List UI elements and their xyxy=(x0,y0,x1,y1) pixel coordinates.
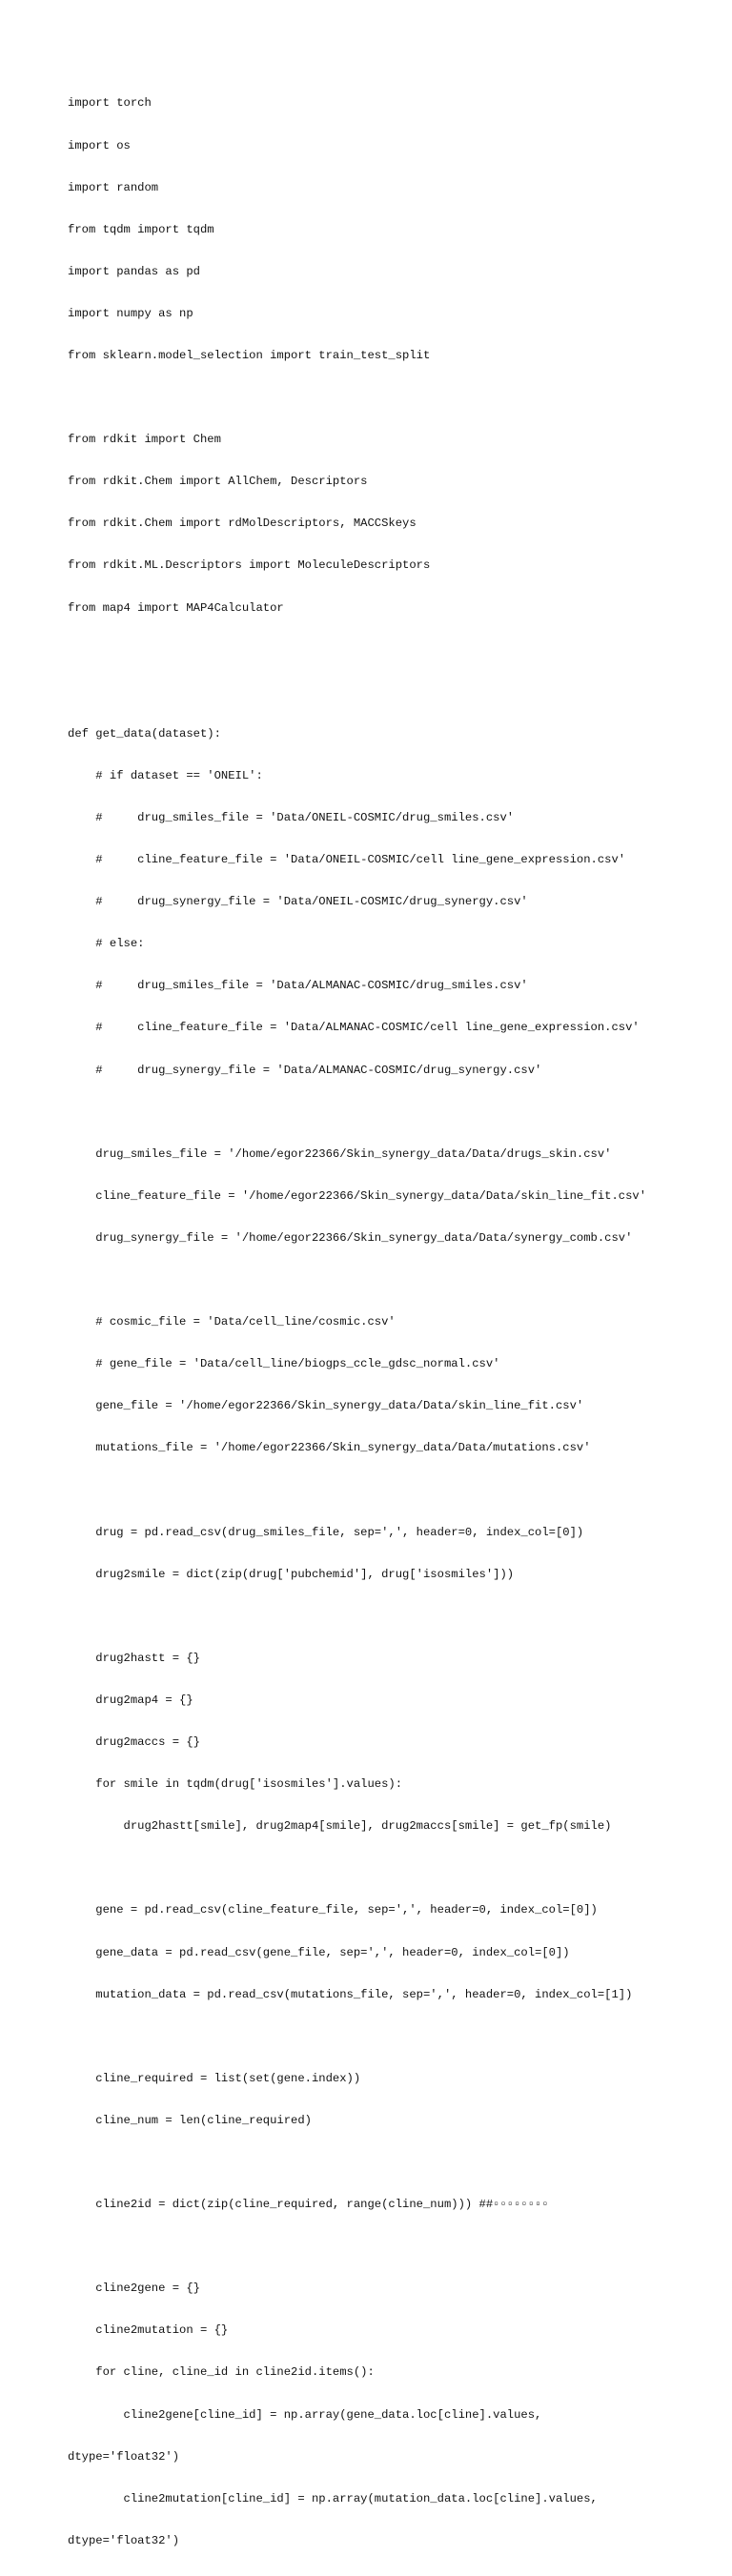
blank-line xyxy=(68,1484,725,1498)
code-line: dtype='float32') xyxy=(68,2533,180,2547)
code-line: gene = pd.read_csv(cline_feature_file, sep=',', header=0, index_col=[0]) xyxy=(68,1903,598,1917)
blank-line xyxy=(68,685,725,700)
blank-line xyxy=(68,2030,725,2044)
blank-line xyxy=(68,1861,725,1876)
code-line: import os xyxy=(68,138,131,152)
code-line: from rdkit.ML.Descriptors import MoleculeDescriptors xyxy=(68,558,431,573)
code-line: cline_required = list(set(gene.index)) xyxy=(68,2071,361,2085)
code-line: cline2mutation[cline_id] = np.array(mutation_data.loc[cline].values, xyxy=(68,2491,598,2505)
code-line: cline2gene[cline_id] = np.array(gene_data.loc[cline].values, xyxy=(68,2407,542,2422)
code-line: gene_file = '/home/egor22366/Skin_synergy_data/Data/skin_line_fit.csv' xyxy=(68,1399,584,1413)
code-line: from map4 import MAP4Calculator xyxy=(68,600,284,615)
comment-line: # if dataset == 'ONEIL': xyxy=(68,768,263,782)
blank-line xyxy=(68,391,725,405)
code-line: import torch xyxy=(68,96,152,111)
comment-line: # drug_synergy_file = 'Data/ONEIL-COSMIC/drug_synergy.csv' xyxy=(68,895,528,909)
blank-line xyxy=(68,2156,725,2170)
blank-line xyxy=(68,1610,725,1624)
comment-line: # drug_smiles_file = 'Data/ALMANAC-COSMIC/drug_smiles.csv' xyxy=(68,979,528,993)
code-line: from sklearn.model_selection import train_test_split xyxy=(68,348,431,362)
comment-line: # drug_smiles_file = 'Data/ONEIL-COSMIC/drug_smiles.csv' xyxy=(68,811,515,824)
code-line: from rdkit.Chem import AllChem, Descriptors xyxy=(68,475,368,489)
comment-line: # drug_synergy_file = 'Data/ALMANAC-COSMIC/drug_synergy.csv' xyxy=(68,1063,542,1077)
code-block xyxy=(68,69,725,2576)
comment-line: # cline_feature_file = 'Data/ALMANAC-COSMIC/cell line_gene_expression.csv' xyxy=(68,1021,640,1035)
code-line: gene_data = pd.read_csv(gene_file, sep=',', header=0, index_col=[0]) xyxy=(68,1945,570,1959)
code-line: drug_smiles_file = '/home/egor22366/Skin_synergy_data/Data/drugs_skin.csv' xyxy=(68,1146,612,1161)
code-line: import random xyxy=(68,180,159,194)
code-line: drug2maccs = {} xyxy=(68,1735,200,1750)
comment-line: # cosmic_file = 'Data/cell_line/cosmic.csv' xyxy=(68,1315,396,1329)
blank-line xyxy=(68,1273,725,1288)
code-line: for cline, cline_id in cline2id.items(): xyxy=(68,2365,375,2380)
code-line: for smile in tqdm(drug['isosmiles'].values): xyxy=(68,1777,403,1792)
code-line: def get_data(dataset): xyxy=(68,726,221,740)
code-line: from rdkit import Chem xyxy=(68,433,221,447)
code-line: import pandas as pd xyxy=(68,264,200,278)
blank-line xyxy=(68,643,725,658)
code-line: drug2hastt = {} xyxy=(68,1651,200,1665)
blank-line xyxy=(68,1105,725,1120)
code-line: from rdkit.Chem import rdMolDescriptors, MACCSkeys xyxy=(68,517,417,531)
code-line: cline2mutation = {} xyxy=(68,2323,229,2338)
code-line: mutation_data = pd.read_csv(mutations_file, sep=',', header=0, index_col=[1]) xyxy=(68,1987,633,2001)
comment-line: # cline_feature_file = 'Data/ONEIL-COSMIC/cell line_gene_expression.csv' xyxy=(68,853,626,867)
code-line: drug = pd.read_csv(drug_smiles_file, sep=',', header=0, index_col=[0]) xyxy=(68,1525,584,1539)
code-line: import numpy as np xyxy=(68,306,193,320)
code-line: cline2gene = {} xyxy=(68,2282,200,2296)
code-line: cline_feature_file = '/home/egor22366/Skin_synergy_data/Data/skin_line_fit.csv' xyxy=(68,1188,647,1203)
code-line: cline2id = dict(zip(cline_required, range(cline_num))) ##▫▫▫▫▫▫▫▫ xyxy=(68,2198,549,2212)
code-line: mutations_file = '/home/egor22366/Skin_synergy_data/Data/mutations.csv' xyxy=(68,1441,591,1455)
code-line: from tqdm import tqdm xyxy=(68,222,214,236)
code-line: cline_num = len(cline_required) xyxy=(68,2113,312,2127)
code-line: dtype='float32') xyxy=(68,2449,180,2464)
comment-line: # gene_file = 'Data/cell_line/biogps_ccle_gdsc_normal.csv' xyxy=(68,1357,500,1371)
comment-line: # else: xyxy=(68,937,145,951)
code-line: drug2map4 = {} xyxy=(68,1693,193,1707)
blank-line xyxy=(68,2240,725,2254)
code-line: drug2smile = dict(zip(drug['pubchemid'], drug['isosmiles'])) xyxy=(68,1567,515,1581)
code-line: drug_synergy_file = '/home/egor22366/Skin_synergy_data/Data/synergy_comb.csv' xyxy=(68,1230,633,1245)
code-line: drug2hastt[smile], drug2map4[smile], drug2maccs[smile] = get_fp(smile) xyxy=(68,1819,612,1834)
